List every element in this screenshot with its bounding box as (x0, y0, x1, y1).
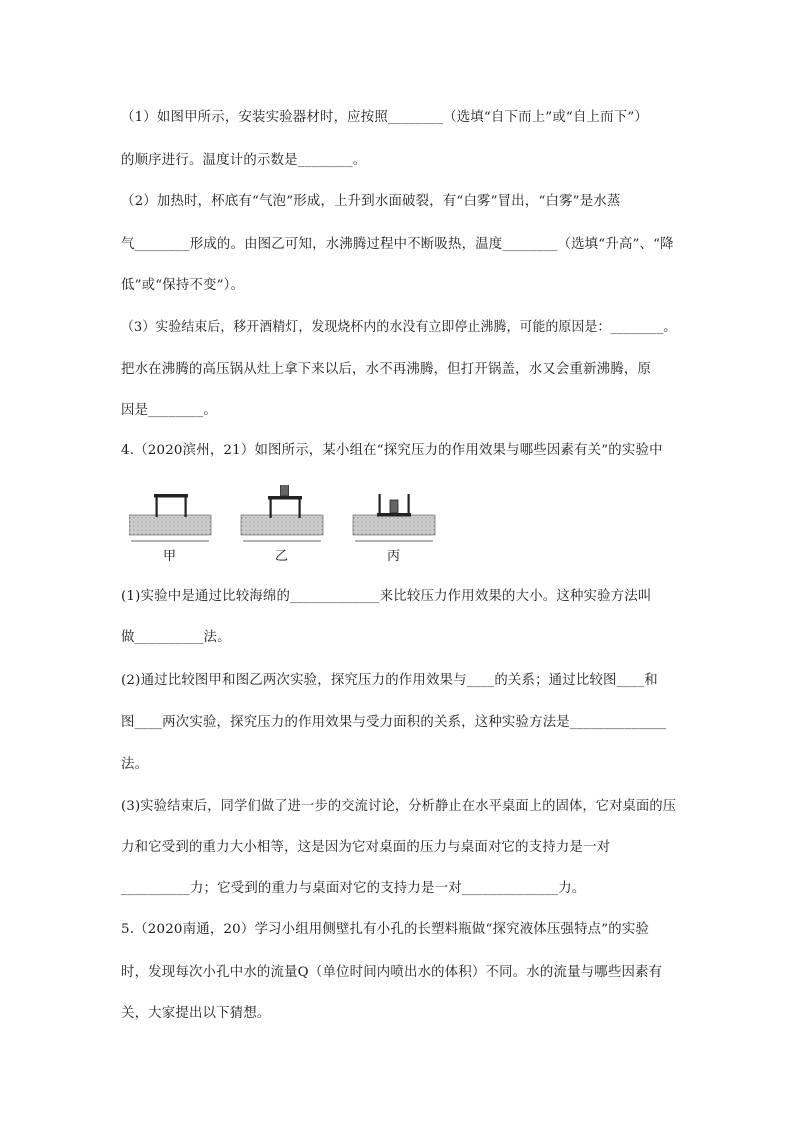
panel-bing (353, 494, 435, 541)
text-line: 气________形成的。由图乙可知，水沸腾过程中不断吸热，温度________（选填“升高”、“降 (121, 237, 674, 252)
text-line: 图____两次实验，探究压力的作用效果与受力面积的关系，这种实验方法是______________ (121, 715, 667, 730)
figure-label-bing: 丙 (387, 549, 401, 564)
text-line: 的顺序进行。温度计的示数是________。 (121, 153, 367, 168)
table-top-bing (377, 513, 411, 517)
table-leg-left-yi (270, 499, 272, 518)
sponge-jia (129, 515, 211, 535)
text-line: 力和它受到的重力大小相等，这是因为它对桌面的压力与桌面对它的支持力是一对 (121, 840, 611, 855)
table-leg-right-jia (185, 497, 187, 517)
text-line: 时，发现每次小孔中水的流量Q（单位时间内喷出水的体积）不同。水的流量与哪些因素有 (121, 965, 663, 980)
text-line: 做__________法。 (121, 630, 231, 645)
text-line: 把水在沸腾的高压锅从灶上拿下来以后，水不再沸腾，但打开锅盖，水又会重新沸腾，原 (121, 362, 652, 377)
table-leg-right-bing (408, 494, 410, 513)
text-line: 5.（2020南通，20）学习小组用侧壁扎有小孔的长塑料瓶做“探究液体压强特点”的实验 (121, 922, 650, 937)
pressure-experiment-figure (129, 485, 439, 567)
figure-label-yi: 乙 (275, 549, 289, 564)
weight-bing (390, 500, 398, 513)
panel-yi (241, 485, 323, 541)
text-line: 关，大家提出以下猜想。 (121, 1006, 271, 1021)
text-line: __________力；它受到的重力与桌面对它的支持力是一对______________力。 (121, 881, 586, 896)
table-leg-left-jia (156, 497, 158, 517)
text-line: （1）如图甲所示，安装实验器材时，应按照________（选填“自下而上”或“自上而下”） (121, 110, 648, 125)
text-line: （3）实验结束后，移开酒精灯，发现烧杯内的水没有立即停止沸腾，可能的原因是：________。 (121, 320, 677, 335)
text-line: 4.（2020滨州，21）如图所示，某小组在“探究压力的作用效果与哪些因素有关”的实验中 (121, 443, 663, 458)
table-leg-left-bing (379, 494, 381, 513)
sponge-yi (241, 515, 323, 535)
table-top-jia (154, 494, 188, 498)
figure-label-jia: 甲 (163, 549, 177, 564)
text-line: (1)实验中是通过比较海绵的_____________来比较压力作用效果的大小。这种实验方法叫 (121, 589, 652, 604)
text-line: （2）加热时，杯底有“气泡”形成，上升到水面破裂，有“白雾”冒出，“白雾”是水蒸 (121, 194, 621, 209)
text-line: (2)通过比较图甲和图乙两次实验，探究压力的作用效果与____的关系；通过比较图____和 (121, 673, 658, 688)
text-line: 法。 (121, 757, 149, 772)
table-top-yi (268, 496, 302, 500)
sponge-bing (353, 515, 435, 535)
text-line: (3)实验结束后，同学们做了进一步的交流讨论，分析静止在水平桌面上的固体，它对桌面的压 (121, 799, 677, 814)
text-line: 因是________。 (121, 403, 217, 418)
table-leg-right-yi (299, 499, 301, 518)
text-line: 低”或“保持不变”）。 (121, 278, 245, 293)
panel-jia (129, 494, 211, 541)
weight-yi (281, 485, 289, 496)
